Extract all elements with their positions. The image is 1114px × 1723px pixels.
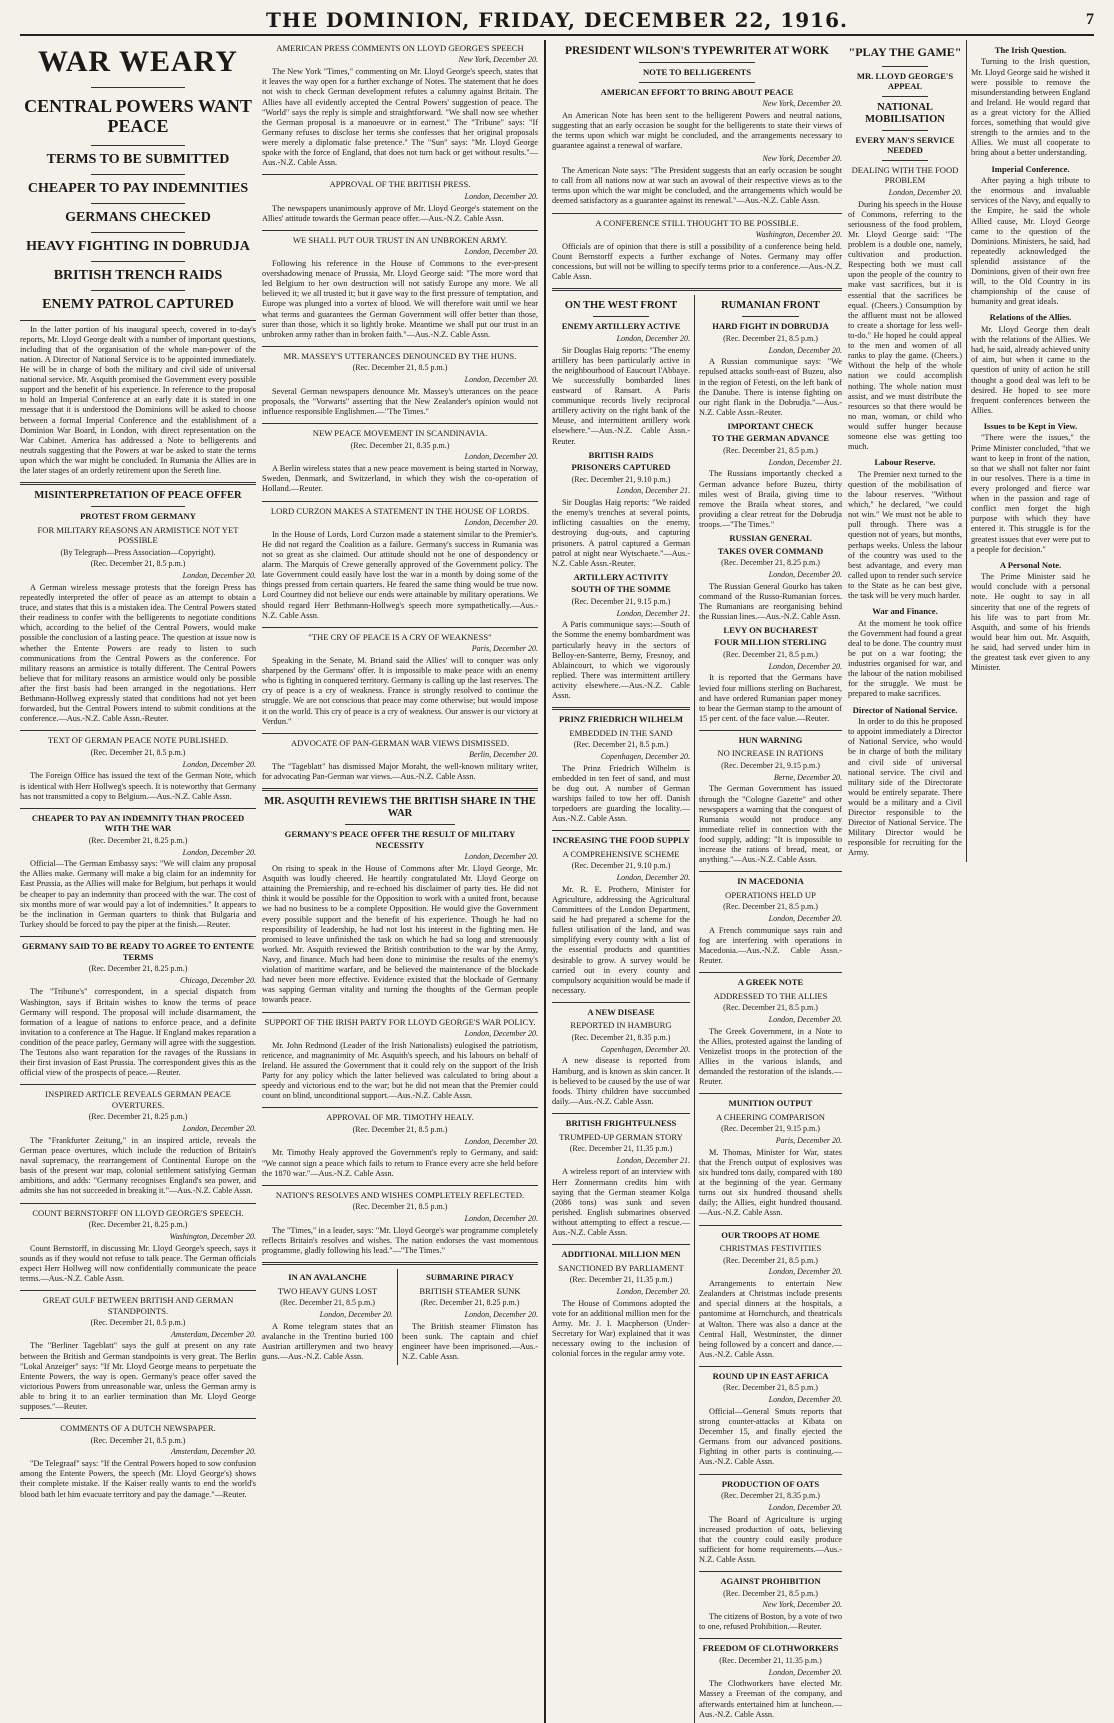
- article-body: A French communique says rain and fog are interfering with operations in Macedonia.—Aus.-N.Z. Cable Assn.-Reuter.: [699, 925, 842, 966]
- dateline: London, December 20.: [616, 1286, 690, 1296]
- article-body: Mr. R. E. Prothero, Minister for Agriculture, addressing the Agricultural Committees of the London Department, said he had prepared a scheme for the fullest utilisation of the land, and was simplifying every county with a list of the essential products and quantities desirable to grow. A survey would be carried out in every county and compulsory acquisition would be made if necessary.: [552, 884, 690, 995]
- article-subtitle: TWO HEAVY GUNS LOST: [277, 1285, 378, 1296]
- west-front-column: [552, 295, 695, 1723]
- received-line: (Rec. December 21, 8.35 p.m.): [350, 440, 450, 450]
- article-title: TEXT OF GERMAN PEACE NOTE PUBLISHED.: [47, 735, 229, 746]
- article-subtitle: SANCTIONED BY PARLIAMENT: [558, 1262, 684, 1273]
- article-subtitle: TRUMPED-UP GERMAN STORY: [559, 1131, 683, 1142]
- article-body: The House of Commons adopted the vote for an additional million men for the Army. Mr. J. I. Macpherson (Under-Secretary for War) explained that it was necessary owing to the inclusion of colonial forces in the regular army vote.: [552, 1298, 690, 1359]
- received-line: (Rec. December 21, 9.10 p.m.): [571, 474, 671, 484]
- article-title: AMERICAN PRESS COMMENTS ON LLOYD GEORGE'S SPEECH: [276, 43, 524, 53]
- article-body: Official—The German Embassy says: "We will claim any proposal the Allies make. Germany will make a big claim for an indemnity for East Prussia, as the Allies will make for Belgium, but perhaps it would be cheaper to pay an indemnity than proceed with the war. The cost of six months more of war would pay a lot of indemnities." It appears to be the inclination in German quarters to think that Bulgaria and Turkey should be forced to pay the piper at the finish.—Reuter.: [20, 859, 256, 929]
- article-title: AGAINST PROHIBITION: [720, 1576, 821, 1587]
- article-title: MUNITION OUTPUT: [728, 1098, 813, 1109]
- received-line: (Rec. December 21, 8.5 p.m.): [723, 1588, 818, 1598]
- article-title: A CONFERENCE STILL THOUGHT TO BE POSSIBLE.: [595, 217, 799, 228]
- headline-indemnities: CHEAPER TO PAY INDEMNITIES: [27, 181, 249, 197]
- article-title: ROUND UP IN EAST AFRICA: [712, 1370, 829, 1381]
- received-line: (Rec. December 21, 8.5 p.m.): [723, 445, 818, 455]
- dateline: London, December 20.: [464, 375, 538, 385]
- article-title: WE SHALL PUT OUR TRUST IN AN UNBROKEN ARMY.: [292, 234, 508, 245]
- article-body: Mr. Timothy Healy approved the Government's reply to Germany, and said: "We cannot sign a peace which fails to return to France every acre she held before the 1870 war."—Aus.-N.Z. Cable Assn.: [262, 1148, 538, 1178]
- column-rule: [544, 40, 546, 1723]
- dateline: London, December 21.: [616, 1155, 690, 1165]
- column-1: [20, 40, 256, 1723]
- article-subtitle: PRISONERS CAPTURED: [571, 462, 671, 473]
- received-line: (Rec. December 21, 9.15 p.m.): [571, 596, 671, 606]
- article-body: Mr. Lloyd George then dealt with the relations of the Allies. We had, he said, already achieved unity of aim, but when it came to the question of unity of action he still thought a good deal was left to be desired. He hoped to see more frequent conferences between the Allies.: [971, 324, 1090, 415]
- dateline: London, December 20.: [464, 1136, 538, 1146]
- column-4-subcolumns: [848, 40, 1090, 862]
- article-body: The "Times," in a leader, says: "Mr. Lloyd George's war programme completely reflects Britain's resolves and wishes. The nation endorses the vast momentous programme, gladly following his lead."—"The Times.": [262, 1225, 538, 1255]
- section-heading: War and Finance.: [872, 606, 938, 617]
- article-subtitle: GERMANY'S PEACE OFFER THE RESULT OF MILITARY NECESSITY: [284, 829, 516, 850]
- section-heading: Director of National Service.: [852, 704, 958, 715]
- rumanian-front-column: [699, 295, 842, 1723]
- received-line: (Rec. December 21, 8.25 p.m.): [88, 1220, 188, 1230]
- received-line: (Rec. December 21, 11.35 p.m.): [569, 1275, 673, 1285]
- intro-paragraph: In the latter portion of his inaugural speech, covered in to-day's reports, Mr. Lloyd George dealt with a number of important questions, including that of the organisation of the whole man-power of the nation. A Director of National Service is to be appointed immediately. He will be in charge of both the military and civil side of universal national service. Mr. Asquith promised the Government every possible support and the benefit of his experience. In reference to the proposal to hold an Imperial Conference at an early date it is stated in one message that it is understood the Dominions will be asked to choose between a formal Imperial Conference and the establishment of a Dominion War Board, in London, with direct representation on the War Cabinet. America has addressed a Note to belligerents and neutrals suggesting that the Powers at war be asked to state the terms upon which the war might be concluded. In Rumania the Allies are in the later stages of an orderly retirement upon the Sereth line.: [20, 324, 256, 476]
- page-number: 7: [1086, 11, 1094, 28]
- article-body: On rising to speak in the House of Commons after Mr. Lloyd George, Mr. Asquith was loudly cheered. He heartily congratulated Mr. Lloyd George on attaining the Premiership, and re-echoed his disclaimer of party ties. He did not think it would be possible for the Opposition to work with a united front, because we had no business to be a complete Opposition. He would give the Government every possible support and the benefit of his experience. Though he had no responsibility of leadership, he had not lost his interest in the fighting men. He promised to leave unfinished the task on which he had so long and strenuously worked. Mr. Asquith reviewed the British contribution to the war by the Army, Navy, and finance. Much had been done to minimise the results of the enemy's violation of maritime warfare, and he believed the maintenance of the blockade had never been more effective. Evidence existed that the blockade of Germany was sapping German vitality and turning the thoughts of the German people towards peace.: [262, 864, 538, 1005]
- article-title: A NEW DISEASE: [587, 1007, 655, 1017]
- article-title: OUR TROOPS AT HOME: [721, 1229, 820, 1240]
- dateline: London, December 20.: [768, 914, 842, 924]
- received-line: (Rec. December 21, 8.5 p.m.): [573, 740, 669, 750]
- article-title: MR. ASQUITH REVIEWS THE BRITISH SHARE IN THE WAR: [264, 796, 536, 820]
- article-body: At the moment he took office the Government had found a great deal to be done. The country must be put on a war footing; the industries organised for war, and the labour of the nation mobilised for the struggle. We must be prepared to make sacrifices.: [848, 618, 962, 699]
- received-line: (Rec. December 21, 8.5 p.m.): [352, 1202, 448, 1212]
- article-body: The "Tribune's" correspondent, in a special dispatch from Washington, says if Britain wishes to know the terms of peace Germany will respond. The proposal will include disarmament, the formation of a league of nations to enforce peace, and a definite invitation to a conference at The Hague. If England makes reparation a condition of the peace parley, Germany will agree with the suggestion. The Teutons also want reparation for the ravages of the Russians in their first invasion of East Prussia. The correspondent gives this as the official view of the prospects of peace.—Reuter.: [20, 987, 256, 1078]
- article-body: "There were the issues," the Prime Minister concluded, "that we want to keep in front of the nation, so that we shall not falter nor faint in our resolves. There is a time in every prolonged and fierce war when in the passion and rage of conflict men forget the high purpose with which they have entered it. This struggle is for the greatest issues that ever were put to a people for decision.": [971, 433, 1090, 554]
- headline-war-weary: WAR WEARY: [38, 45, 238, 78]
- received-line: (Rec. December 21, 8.25 p.m.): [721, 558, 820, 568]
- article-body: Sir Douglas Haig reports: "We raided the enemy's trenches at several points, inflicting casualties on the enemy, destroying dug-outs, and capturing prisoners. A patrol captured a German patrol at night near Wytschaete."—Aus.-N.Z. Cable Assn.-Reuter.: [552, 498, 690, 568]
- dateline: London, December 20.: [768, 569, 842, 579]
- article-subtitle: FOUR MILLION STERLING: [714, 637, 827, 648]
- article-body: A Berlin wireless states that a new peace movement is being started in Norway, Sweden, Denmark, and Switzerland, in which they wish the co-operation of Holland.—Reuter.: [262, 464, 538, 494]
- article-subtitle: EMBEDDED IN THE SAND: [569, 727, 673, 738]
- dateline: London, December 20.: [768, 1014, 842, 1024]
- article-title: IN AN AVALANCHE: [288, 1272, 367, 1283]
- received-line: (Rec. December 21, 11.35 p.m.): [569, 1143, 673, 1153]
- article-title: CHEAPER TO PAY AN INDEMNITY THAN PROCEED WITH THE WAR: [31, 812, 245, 834]
- article-title: IN MACEDONIA: [737, 876, 804, 887]
- article-subtitle: CHRISTMAS FESTIVITIES: [719, 1243, 822, 1254]
- column-4: [848, 40, 1090, 1723]
- article-title: SUBMARINE PIRACY: [425, 1272, 515, 1283]
- article-body: M. Thomas, Minister for War, states that the French output of explosives was six hundred tons daily, compared with 180 at the beginning of the year. Germany turns out six hundred thousand shells daily; the Allies, eight hundred thousand.—Aus.-N.Z. Cable Assn.: [699, 1147, 842, 1218]
- article-title: RUMANIAN FRONT: [721, 300, 820, 312]
- dateline: London, December 20.: [768, 1502, 842, 1512]
- article-title: ADDITIONAL MILLION MEN: [561, 1249, 681, 1260]
- received-line: (Rec. December 21, 8.25 p.m.): [88, 1112, 188, 1122]
- article-subtitle: REPORTED IN HAMBURG: [570, 1020, 672, 1031]
- section-heading: Relations of the Allies.: [989, 312, 1072, 323]
- dateline: London, December 21.: [616, 608, 690, 618]
- article-body: A Paris communique says:—South of the Somme the enemy bombardment was particularly heavy in the sectors of Belloy-en-Santerre, Berny, Fresnoy, and Ablaincourt, to which we vigorously replied. There was intermittent artillery activity elsewhere.—Aus.-N.Z. Cable Assn.: [552, 620, 690, 701]
- article-title: INCREASING THE FOOD SUPPLY: [552, 835, 690, 846]
- headline-terms: TERMS TO BE SUBMITTED: [46, 151, 230, 167]
- dateline: London, December 20.: [464, 852, 538, 862]
- dateline: New York, December 20.: [762, 1600, 842, 1610]
- article-body: The Board of Agriculture is urging increased production of oats, believing that the country could easily produce sufficient for home requirements.—Aus.-N.Z. Cable Assn.: [699, 1514, 842, 1564]
- received-line: (Rec. December 21, 11.35 p.m.): [719, 1655, 822, 1665]
- article-subtitle: EVERY MAN'S SERVICE NEEDED: [855, 134, 955, 156]
- article-body: Turning to the Irish question, Mr. Lloyd George said he wished it were possible to remove the misunderstanding between England and Ireland. He would regard that as a great victory for the Allied forces, something that would give strength to the armies and to the Allies. We must all cooperate to bring about a better understanding.: [971, 57, 1090, 158]
- received-line: (Rec. December 21, 8.5 p.m.): [90, 747, 186, 757]
- article-body: It is reported that the Germans have levied four millions sterling on Bucharest, and have ordered Rumanian paper money to bear the German stamp to the amount of 15 per cent. of the face value.—Reuter.: [699, 673, 842, 723]
- article-subtitle: ADDRESSED TO THE ALLIES: [713, 990, 828, 1001]
- article-body: The British steamer Flimston has been sunk. The captain and chief engineer have been imprisoned.—Aus.-N.Z. Cable Assn.: [402, 1321, 538, 1361]
- dateline: Copenhagen, December 20.: [600, 1044, 690, 1054]
- article-title: SUPPORT OF THE IRISH PARTY FOR LLOYD GEORGE'S WAR POLICY.: [264, 1016, 536, 1027]
- article-title: PRESIDENT WILSON'S TYPEWRITER AT WORK: [565, 45, 829, 57]
- dateline: Washington, December 20.: [755, 230, 842, 240]
- article-body: The Russians importantly checked a German advance before Buzeu, thirty miles west of Braila, giving time to remove the Braila wheat stores, and providing a clear retreat for the Dobrudja troops.—"The Times.": [699, 469, 842, 529]
- article-body: Mr. John Redmond (Leader of the Irish Nationalists) eulogised the patriotism, reticence, and magnanimity of Mr. Asquith's speech, and his labours on behalf of Ireland. He assured the Government that it could rely on the support of the Irish Party for any policy which the latter believed was calculated to bring about a speedy and victorious end to the war; but he did not mean that the Premier could count on blind, unconditional support.—Aus.-N.Z. Cable Assn.: [262, 1040, 538, 1101]
- dateline: London, December 20.: [768, 345, 842, 355]
- received-line: (Rec. December 21, 8.5 p.m.): [723, 333, 818, 343]
- article-body: Following his reference in the House of Commons to the ever-present overshadowing menace of Prussia, Mr. Lloyd George said: "The more word that led Belgium to her own destruction will not satisfy Europe any more. We all believed it; we all trusted it; but it gave way to the first pressure of temptation, and Europe was plunged into a vortex of blood. We will therefore wait until we hear what terms and guarantees the German Government will offer better than those, surer than those, which it so lightly broke. Meantime we shall put our trust in an unbroken army rather than in broken faith."—Aus.-N.Z. Cable Assn.: [262, 259, 538, 339]
- masthead: [20, 6, 1094, 36]
- dateline: New York, December 20.: [762, 154, 842, 164]
- article-title: ADVOCATE OF PAN-GERMAN WAR VIEWS DISMISSED.: [290, 737, 510, 748]
- dateline: London, December 20.: [182, 847, 256, 857]
- article-body: The newspapers unanimously approve of Mr. Lloyd George's statement on the Allies' attitude towards the German peace offer.—Aus.-N.Z. Cable Assn.: [262, 203, 538, 223]
- article-subtitle: LEVY ON BUCHAREST: [723, 624, 818, 635]
- article-subtitle: A CHEERING COMPARISON: [715, 1111, 826, 1122]
- article-body: A wireless report of an interview with Herr Zonnermann credits him with saying that the German steamer Kolga (2086 tons) was sunk and seven perished. English submarines observed without attempting to effect a rescue.—Aus.-N.Z. Cable Assn.: [552, 1167, 690, 1238]
- received-line: (Rec. December 21, 8.5 p.m.): [723, 1383, 818, 1393]
- section-heading: The Irish Question.: [994, 45, 1067, 55]
- article-body: The "Berliner Tageblatt" says the gulf at present on any rate between the British and German standpoints is very great. The Berlin "Lokal Anzeiger" says: "If Mr. Lloyd George means to perpetuate the Entente Powers, the way is open. Germany's peace offer saved the victorious Powers from unreasonable war, unless the German army is able to bring it to an earlier termination than Mr. Lloyd George supposes."—Reuter.: [20, 1341, 256, 1412]
- article-title: LORD CURZON MAKES A STATEMENT IN THE HOUSE OF LORDS.: [270, 505, 530, 516]
- received-line: (Rec. December 21, 8.35 p.m.): [721, 1491, 820, 1501]
- article-subtitle: NO INCREASE IN RATIONS: [717, 748, 824, 759]
- received-line: (Rec. December 21, 8.5 p.m.): [352, 1124, 448, 1134]
- article-subtitle: NATIONAL MOBILISATION: [865, 101, 945, 125]
- article-body: A Rome telegram states that an avalanche in the Trentino buried 100 Austrian artillerymen and two heavy guns.—Aus.-N.Z. Cable Assn.: [262, 1321, 393, 1361]
- article-subtitle: ARTILLERY ACTIVITY: [573, 571, 669, 582]
- dateline: London, December 20.: [319, 1309, 393, 1319]
- received-line: (Rec. December 21, 9.15 p.m.): [721, 1124, 820, 1134]
- article-title: HUN WARNING: [738, 734, 803, 745]
- article-body: The Prime Minister said he would conclude with a personal note. He ought to say in all sincerity that one of the regrets of his life was to part from Mr. Asquith, and some of his friends would bear him out. Mr. Asquith, he said, had served under him in the greatest task ever given to any Minister.: [971, 572, 1090, 673]
- dateline: New York, December 20.: [458, 55, 538, 65]
- dateline: London, December 20.: [616, 333, 690, 343]
- article-body: Count Bernstorff, in discussing Mr. Lloyd George's speech, says it sounds as if they would not refuse to talk peace. The German officials expect Herr Hollweg will now confidentially communicate the peace terms.—Aus.-N.Z. Cable Assn.: [20, 1243, 256, 1283]
- article-body: Speaking in the Senate, M. Briand said the Allies' will to conquer was only sharpened by the Germans' offer. It is impossible to make peace with an enemy who is fighting in conquered territory. Germany is calling up the last reserves. The cry of peace is a cry of weakness. France is strongly resolved to continue the struggle. We are not conscious that peace may come otherwise; but would impose it on the world. This cry of peace is a cry of weakness. Our answer is our victory at Verdun.": [262, 655, 538, 726]
- article-title: INSPIRED ARTICLE REVEALS GERMAN PEACE OVERTURES.: [45, 1089, 231, 1110]
- article-title: MR. MASSEY'S UTTERANCES DENOUNCED BY THE HUNS.: [283, 350, 517, 361]
- article-body: A Russian communique says: "We repulsed attacks south-east of Buzeu, also in the region of Fetesti, on the left bank of the Danube. There is intense fighting on our right flank in the Dobrudja."—Aus.-N.Z. Cable Assn.-Reuter.: [699, 357, 842, 417]
- article-title: "THE CRY OF PEACE IS A CRY OF WEAKNESS": [308, 631, 492, 642]
- headline-patrol: ENEMY PATROL CAPTURED: [42, 297, 234, 313]
- article-body: The Clothworkers have elected Mr. Massey a Freeman of the company, and afterwards entertained him at luncheon.—Aus.-N.Z. Cable Assn.: [699, 1679, 842, 1719]
- article-title: NEW PEACE MOVEMENT IN SCANDINAVIA.: [312, 428, 488, 439]
- avalanche-story: [262, 1269, 398, 1365]
- article-subtitle: RUSSIAN GENERAL: [729, 533, 812, 544]
- article-body: The American Note says: "The President suggests that an early occasion be sought to call from all nations now at war such an avowal of their respective views as to the terms upon which the war might be concluded, and the arrangements which would be deemed satisfactory as a guarantee against its renewal."—Aus.-N.Z. Cable Assn.: [552, 166, 842, 206]
- dateline: Amsterdam, December 20.: [170, 1447, 256, 1457]
- received-line: (Rec. December 21, 8.5 p.m.): [723, 902, 818, 912]
- received-line: (Rec. December 21, 8.5 p.m.): [723, 1255, 818, 1265]
- article-body: The German Government has issued through the "Cologne Gazette" and other newspapers a warning that the conquest of Rumania would not produce any immediate relief in connection with the food supply, adding: "It is impossible to increase the rations of bread, meat, or anything."—Aus.-N.Z. Cable Assn.: [699, 784, 842, 865]
- column-4-left: [848, 40, 967, 862]
- dateline: Paris, December 20.: [471, 644, 538, 654]
- received-line: (Rec. December 21, 8.5 p.m.): [723, 1003, 818, 1013]
- dateline: London, December 20.: [464, 1214, 538, 1223]
- article-title: PRODUCTION OF OATS: [721, 1478, 820, 1489]
- dateline: London, December 20.: [182, 1124, 256, 1134]
- headline-central-powers: CENTRAL POWERS WANT PEACE: [24, 95, 252, 137]
- article-body: An American Note has been sent to the belligerent Powers and neutral nations, suggesting that an early occasion be sought for the belligerents to state their views of the terms upon which war might be concluded, and the arrangements necessary to guarantee against a renewal of warfare.: [552, 110, 842, 151]
- article-body: The Greek Government, in a Note to the Allies, protested against the landing of Venizelist troops in the protection of the Allies in the various islands, and demanded the restoration of the islands.—Reuter.: [699, 1026, 842, 1087]
- dateline: London, December 20.: [182, 759, 256, 769]
- columns: [20, 40, 1094, 1719]
- dateline: New York, December 20.: [762, 99, 842, 109]
- article-body: After paying a high tribute to the enormous and invaluable services of the Navy, and equally to the Empire, he said the whole Allied cause, Mr. Lloyd George came to the question of the Dominions. Ministers, he said, had repeatedly acknowledged the splendid assistance of the Dominions, given of their own free will, to the Old Country in its championship of the cause of humanity and great ideals.: [971, 176, 1090, 307]
- dateline: London, December 20.: [768, 1267, 842, 1277]
- article-title: A GREEK NOTE: [737, 977, 804, 988]
- column-2: [262, 40, 538, 1723]
- article-body: The Prinz Friedrich Wilhelm is embedded in ten feet of sand, and must be dug out. A number of German warships failed to tow her off. Danish torpedoers are guarding the locality.—Aus.-N.Z. Cable Assn.: [552, 763, 690, 824]
- dateline: London, December 20.: [768, 1667, 842, 1677]
- article-body: A German wireless message protests that the foreign Press has repeatedly interpreted the offer of peace as an attempt to obtain a truce, and states that this is a mistaken idea. The Central Powers stated their readiness to confer with the belligerents to negotiate conditions which, according to the belief of the Central Powers, would make possible the conclusion of a lasting peace. The question at issue now is whether the Entente Powers are ready to listen to such communications from the Central Powers as the conference. For military reasons an armistice is totally different. The Central Powers believe that for military reasons an armistice would only be possible after the first basis had been arranged in the negotiations. Herr Bethmann-Hollweg expressly stated that conditions had not yet been forwarded, but the Central Powers intend to submit conditions at the conference.—Aus.-N.Z. Cable Assn.-Reuter.: [20, 582, 256, 724]
- section-heading: Labour Reserve.: [874, 457, 936, 468]
- dateline: London, December 20.: [768, 1395, 842, 1405]
- received-line: (Rec. December 21, 9.15 p.m.): [721, 760, 820, 770]
- headline-dobrudja: HEAVY FIGHTING IN DOBRUDJA: [26, 239, 250, 255]
- article-title: PRINZ FRIEDRICH WILHELM: [559, 714, 683, 725]
- article-subtitle: A COMPREHENSIVE SCHEME: [562, 848, 680, 859]
- dateline: Berne, December 20.: [774, 772, 842, 782]
- section-heading: Imperial Conference.: [991, 163, 1070, 174]
- article-subtitle: MR. LLOYD GEORGE'S APPEAL: [856, 70, 954, 92]
- dateline: London, December 20.: [768, 661, 842, 671]
- dateline: London, December 21.: [616, 486, 690, 496]
- dateline: London, December 20.: [616, 873, 690, 883]
- article-subtitle: BRITISH RAIDS: [588, 449, 654, 460]
- article-title: COMMENTS OF A DUTCH NEWSPAPER.: [60, 1423, 216, 1434]
- article-subtitle: TO THE GERMAN ADVANCE: [711, 433, 830, 444]
- received-line: (Rec. December 21, 9.10 p.m.): [571, 861, 671, 871]
- article-title: COUNT BERNSTORFF ON LLOYD GEORGE'S SPEECH.: [32, 1207, 244, 1218]
- article-body: "De Telegraaf" says: "If the Central Powers hoped to sow confusion among the Entente Powers, the speech (Mr. Lloyd George's) shows their complete mistake. If the Kaiser really wants to end the world's blood bath let him evacuate territory and pay the damage."—Reuter.: [20, 1459, 256, 1499]
- dateline: Copenhagen, December 20.: [600, 751, 690, 761]
- dateline: Paris, December 20.: [775, 1136, 842, 1146]
- article-body: The New York "Times," commenting on Mr. Lloyd George's speech, states that it leaves the way open for a further exchange of Notes. The statement that he does not wish to check German development refutes a calumny against Britain. The Allies have all evidently accepted the Central Powers' suggestion of peace. The "World" says the reply is simple and straightforward. "We shall now see whether the German proposal is a manoeuvre or in earnest." The "Tribune" says: "If Germany refuses to disclose her terms she confesses that her original proposals were merely a diplomatic false pretence." The "Sun" says: "Mr. Lloyd George spoke with the force of England, that does not turn back or get without results."—Aus.-N.Z. Cable Assn.: [262, 67, 538, 168]
- article-title: GREAT GULF BETWEEN BRITISH AND GERMAN STANDPOINTS.: [42, 1295, 234, 1316]
- article-body: Official—General Smuts reports that strong counter-attacks at Kibata on December 15, and finally ejected the Germans from our advanced positions. Fighting in other parts is continuing.—Aus.-N.Z. Cable Assn.: [699, 1406, 842, 1467]
- headline-trench-raids: BRITISH TRENCH RAIDS: [53, 268, 223, 284]
- received-line: (Rec. December 21, 8.5 p.m.): [280, 1298, 375, 1308]
- received-line: (Rec. December 21, 8.5 p.m.): [352, 363, 448, 373]
- article-body: Arrangements to entertain New Zealanders at Christmas include presents and special dinners at the hospitals, a pantomime at Hornchurch, and theatricals at Walton. There was also a dance at the Central Hall, Westminster, the dinner being followed by a concert and dance.—Aus.-N.Z. Cable Assn.: [699, 1279, 842, 1359]
- article-body: The Russian General Gourko has taken command of the Russo-Rumanian forces. The Rumanians are reorganising behind the Russian lines.—Aus.-N.Z. Cable Assn.: [699, 581, 842, 621]
- article-title: ON THE WEST FRONT: [564, 300, 678, 312]
- dateline: London, December 20.: [464, 518, 538, 527]
- article-subtitle: OPERATIONS HELD UP: [725, 889, 816, 900]
- section-heading: A Personal Note.: [999, 559, 1062, 570]
- article-body: The Foreign Office has issued the text of the German Note, which is identical with Herr Hollweg's speech. It is noteworthy that Germany has not transmitted a copy to Belgium.—Aus.-N.Z. Cable Assn.: [20, 771, 256, 801]
- article-body: The "Frankfurter Zeitung," in an inspired article, reveals the German peace overtures, which include the reduction of Britain's naval supremacy, the rearrangement of Continental Europe on the basis of the present war map, colonial settlement satisfying German ambitions, and adds: "Germany recognises England's sea power, and admits she has not succeeded in breaking it."—Aus.-N.Z. Cable Assn.: [20, 1135, 256, 1196]
- dateline: Berlin, December 20.: [469, 750, 538, 760]
- article-title: MISINTERPRETATION OF PEACE OFFER: [34, 490, 242, 502]
- article-title: FREEDOM OF CLOTHWORKERS: [702, 1643, 839, 1654]
- article-body: In order to do this he proposed to appoint immediately a Director of National Service, who would be in charge of both the military and civil side of universal national service. The civil and military side of the Directorate would be entirely separate. There would be a military and a Civil Director responsible to the Director of National Service. The Military Director would be responsible for recruiting for the Army.: [848, 717, 962, 858]
- received-line: (Rec. December 21, 8.5 p.m.): [90, 559, 186, 569]
- article-body: Officials are of opinion that there is still a possibility of a conference being held. Count Bernstorff expects a further exchange of Notes. Germany may offer concessions, but will not be willing to specify terms prior to a conference.—Aus.-N.Z. Cable Assn.: [552, 241, 842, 282]
- received-line: (Rec. December 21, 8.25 p.m.): [420, 1298, 520, 1308]
- article-title: BRITISH FRIGHTFULNESS: [565, 1118, 677, 1129]
- dateline: London, December 21.: [768, 457, 842, 467]
- article-body: In the House of Lords, Lord Curzon made a statement similar to the Premier's. He did not regard the Coalition as a failure. Germany's success in Rumania was not so great as she claimed. Our attitude should not be one of despondency or alarm. The Marquis of Crewe generally approved of the Government policy. The late Government could easily have lost the war in a month by doing some of the things pressed from certain quarters. He feared the same thing would be true now. Lord Courtney did not believe our ends were attainable by military operations. We should regard Herr Bethmann-Hollweg's speech more sympathetically.—Aus.-N.Z. Cable Assn.: [262, 529, 538, 620]
- received-line: (Rec. December 21, 8.5 p.m.): [90, 1317, 186, 1327]
- article-body: During his speech in the House of Commons, referring to the seriousness of the food problem, Mr. Lloyd George said: "The problem is a double one, namely, cultivation and production. Respecting both we must call upon the people of the country to make vast sacrifices, but it is essential that the sacrifices be equal. (Cheers.) Consumption by the affluent must not be allowed to create a shortage for less well-to-do." He hoped he could appeal to the men and women of all ranks to play the game. (Cheers.) Without the help of the whole nation we could accomplish nothing. The whole nation must assist, and we must distribute the resources so that there would be no man, woman, or child who would suffer hunger because someone else was getting too much.: [848, 199, 962, 452]
- dateline: London, December 20.: [464, 1029, 538, 1039]
- article-title: APPROVAL OF MR. TIMOTHY HEALY.: [326, 1112, 474, 1123]
- article-title: NATION'S RESOLVES AND WISHES COMPLETELY REFLECTED.: [275, 1189, 525, 1200]
- article-subtitle: HARD FIGHT IN DOBRUDJA: [712, 321, 829, 332]
- dateline: London, December 20.: [464, 452, 538, 462]
- article-subtitle: SOUTH OF THE SOMME: [571, 584, 671, 595]
- received-line: (Rec. December 21, 8.25 p.m.): [88, 963, 188, 973]
- article-subtitle: BRITISH STEAMER SUNK: [419, 1285, 521, 1296]
- article-body: Several German newspapers denounce Mr. Massey's utterances on the peace proposals, the "Vorwarts" asserting that the New Zealander's opinion would not influence responsible Englishmen.—"The Times.": [262, 386, 538, 417]
- article-subtitle: PROTEST FROM GERMANY: [80, 511, 196, 522]
- headline-germans-checked: GERMANS CHECKED: [65, 210, 211, 226]
- front-reports: [552, 295, 842, 1723]
- article-subtitle: TAKES OVER COMMAND: [717, 545, 824, 556]
- article-title: APPROVAL OF THE BRITISH PRESS.: [329, 179, 471, 190]
- credit-line: (By Telegraph—Press Association—Copyright).: [60, 547, 216, 557]
- dateline: Washington, December 20.: [169, 1231, 256, 1241]
- received-line: (Rec. December 21, 8.5 p.m.): [723, 649, 818, 659]
- section-heading: Issues to be Kept in View.: [983, 420, 1078, 431]
- article-body: A new disease is reported from Hamburg, and is known as skin cancer. It is believed to be caused by the use of war foods. Thirty children have succumbed daily.—Aus.-N.Z. Cable Assn.: [552, 1056, 691, 1106]
- dateline: Amsterdam, December 20.: [170, 1329, 256, 1339]
- article-subtitle: NOTE TO BELLIGERENTS: [642, 67, 752, 78]
- article-subtitle: IMPORTANT CHECK: [727, 420, 814, 431]
- article-subtitle: AMERICAN EFFORT TO BRING ABOUT PEACE: [600, 86, 794, 97]
- dateline: London, December 20.: [182, 571, 256, 581]
- dateline: London, December 20.: [464, 247, 538, 257]
- dateline: London, December 20.: [464, 1309, 538, 1319]
- received-line: (Rec. December 21, 8.5 p.m.): [90, 1435, 186, 1445]
- received-line: (Rec. December 21, 8.25 p.m.): [88, 835, 188, 845]
- article-body: The Premier next turned to the question of the mobilisation of the labour reserves. "Without which," he declared, "we could not win." We must not be able to pull through. There was a question not of years, but months, perhaps weeks. Unless the labour of the country was used to the best advantage, and every man called upon to render such service to the State as he can best give, the task will be very much harder.: [848, 469, 962, 601]
- dateline: London, December 20.: [464, 191, 538, 201]
- dateline: Chicago, December 20.: [180, 975, 256, 985]
- bottom-split: [262, 1269, 538, 1365]
- article-subtitle: FOR MILITARY REASONS AN ARMISTICE NOT YET POSSIBLE: [37, 524, 239, 546]
- article-body: Sir Douglas Haig reports: "The enemy artillery has been particularly active in the neighbourhood of Eaucourt l'Abbaye. We successfully bombarded lines eastward of Ransart. A Paris communique records lively reciprocal artillery activity on the right bank of the Meuse, and intermittent artillery work elsewhere."—Aus.-N.Z. Cable Assn.-Reuter.: [552, 345, 690, 446]
- article-title: GERMANY SAID TO BE READY TO AGREE TO ENTENTE TERMS: [22, 941, 254, 962]
- article-body: The citizens of Boston, by a vote of two to one, refused Prohibition.—Reuter.: [699, 1612, 842, 1632]
- article-subtitle: DEALING WITH THE FOOD PROBLEM: [851, 164, 959, 186]
- newspaper-title: THE DOMINION, FRIDAY, DECEMBER 22, 1916.: [266, 8, 848, 32]
- received-line: (Rec. December 21, 8.35 p.m.): [571, 1032, 671, 1042]
- column-3: [552, 40, 842, 1723]
- article-title: "PLAY THE GAME": [848, 45, 962, 59]
- submarine-story: [402, 1269, 538, 1365]
- dateline: London, December 20.: [888, 187, 962, 197]
- article-body: The "Tageblatt" has dismissed Major Moraht, the well-known military writer, for advocating Pan-German war views.—Aus.-N.Z. Cable Assn.: [262, 761, 538, 782]
- column-4-right: [971, 40, 1090, 862]
- article-subtitle: ENEMY ARTILLERY ACTIVE: [561, 321, 681, 332]
